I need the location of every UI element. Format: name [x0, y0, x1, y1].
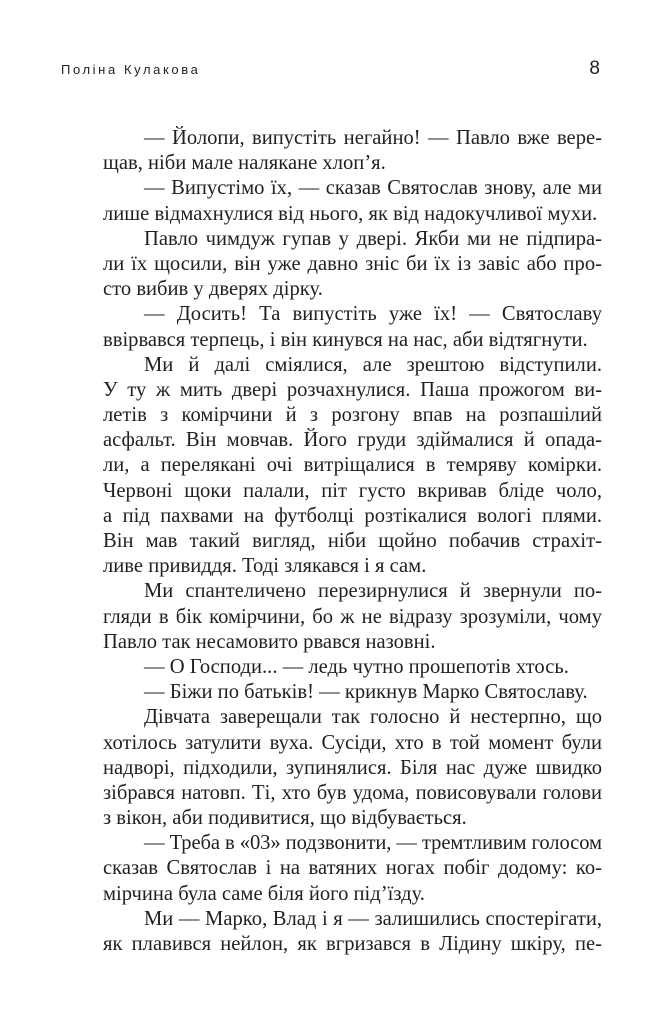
text-line: Ми спантеличено перезирнулися й звернули по-: [144, 580, 602, 603]
body-text: [103, 126, 602, 957]
text-line: ввірвався терпець, і він кинувся на нас, аби відтягнути.: [103, 328, 588, 351]
text-line: щав, ніби мале налякане хлоп’я.: [103, 152, 386, 175]
text-line: зібрався натовп. Ті, хто був удома, повисовували голови: [103, 781, 602, 804]
text-line: з вікон, аби подивитися, що відбувається.: [103, 807, 467, 830]
text-line: ли, а перелякані очі витріщалися в темряву комірки.: [103, 454, 602, 477]
text-line: летів з комірчини й з розгону впав на розпашілий: [103, 404, 602, 427]
text-line: — Йолопи, випустіть негайно! — Павло вже вере-: [144, 127, 602, 149]
text-line: Дівчата заверещали так голосно й нестерпно, що: [144, 706, 602, 729]
text-line: — Біжи по батьків! — крикнув Марко Святославу.: [144, 681, 588, 704]
page-number: 8: [589, 58, 600, 79]
text-line: хотілось затулити вуха. Сусіди, хто в той момент були: [103, 731, 602, 754]
text-line: ли їх щосили, він уже давно зніс би їх із завіс або про-: [103, 252, 602, 275]
text-line: як плавився нейлон, як вгризався в Лідину шкіру, пе-: [103, 933, 602, 955]
text-line: а під пахвами на футболці розтікалися вологі плями.: [103, 504, 602, 527]
text-line: Червоні щоки палали, піт густо вкривав бліде чоло,: [103, 479, 602, 502]
text-line: сказав Святослав і на ватяних ногах побіг додому: ко-: [103, 857, 602, 880]
text-line: Павло так несамовито рвався назовні.: [103, 630, 436, 653]
text-line: мірчина була саме біля його під’їзду.: [103, 882, 425, 905]
text-line: Павло чимдуж гупав у двері. Якби ми не підпира-: [144, 227, 602, 250]
text-line: надворі, підходили, зупинялися. Біля нас дуже швидко: [103, 756, 602, 779]
text-line: сто вибив у дверях дірку.: [103, 278, 323, 301]
text-line: лише відмахнулися від нього, як від надокучливої мухи.: [103, 202, 598, 225]
text-line: — Випустімо їх, — сказав Святослав знову, але ми: [144, 177, 602, 200]
text-line: Ми й далі сміялися, але зрештою відступили.: [144, 353, 602, 376]
text-line: гляди в бік комірчини, бо ж не відразу зрозуміли, чому: [103, 605, 602, 628]
text-line: Він мав такий вигляд, ніби щойно побачив страхіт-: [103, 530, 602, 552]
running-header-author: Поліна Кулакова: [61, 62, 201, 77]
text-line: асфальт. Він мовчав. Його груди здіймалися й опада-: [103, 429, 602, 452]
text-line: Ми — Марко, Влад і я — залишились спостерігати,: [144, 907, 602, 930]
text-line: У ту ж мить двері розчахнулися. Паша прожогом ви-: [103, 378, 602, 401]
text-line: ливе привиддя. Тоді злякався і я сам.: [103, 555, 427, 578]
text-line: — Досить! Та випустіть уже їх! — Святославу: [144, 303, 602, 326]
text-line: — О Господи... — ледь чутно прошепотів хтось.: [144, 655, 569, 678]
text-line: — Треба в «03» подзвонити, — тремтливим голосом: [144, 832, 602, 855]
